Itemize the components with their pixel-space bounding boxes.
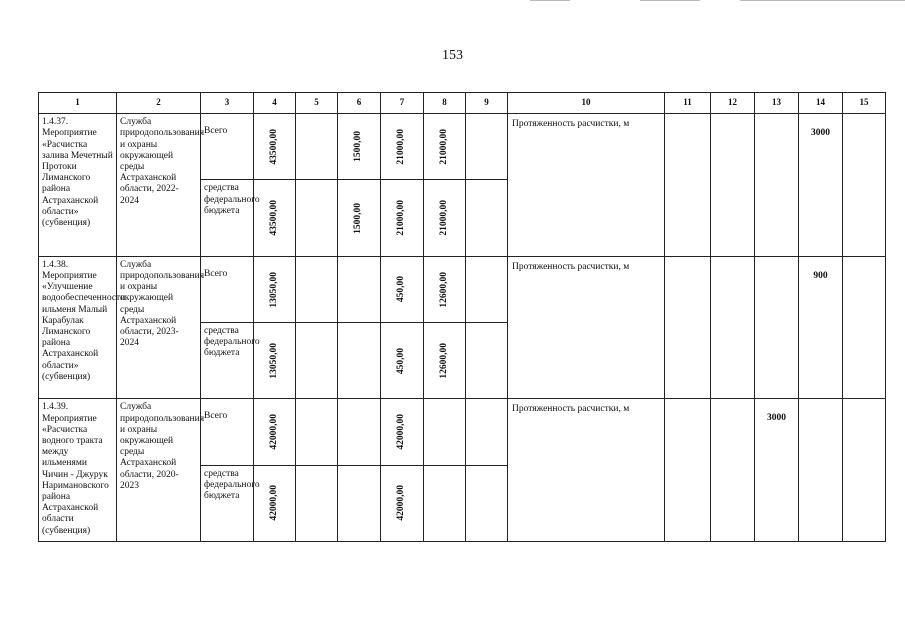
value-cell (665, 399, 711, 542)
amount-cell-value: 13050,00 (268, 342, 279, 379)
amount-cell (466, 322, 508, 398)
column-header: 14 (799, 93, 843, 114)
column-header: 15 (843, 93, 886, 114)
value-cell-text (665, 114, 710, 128)
amount-cell-value: 42000,00 (396, 485, 407, 522)
executor-cell-text: Служба природопользования и охраны окружающей среды Астраханской области, 2020-2023 (120, 402, 205, 491)
amount-cell-value: 12600,00 (438, 271, 449, 308)
value-cell (799, 114, 843, 257)
amount-cell-value: 21000,00 (396, 128, 407, 165)
amount-cell-value: 1500,00 (353, 131, 364, 163)
amount-cell (296, 465, 338, 541)
amount-cell-value: 13050,00 (268, 271, 279, 308)
indicator-cell-text: Протяженность расчистки, м (512, 404, 630, 415)
funding-source-cell (201, 180, 260, 256)
funding-source-cell-text: средства федерального бюджета (204, 325, 260, 359)
amount-cell (296, 180, 338, 256)
amount-cell (424, 322, 466, 398)
top-edge-mark (640, 0, 700, 1)
header-row (39, 93, 886, 114)
executor-cell-text: Служба природопользования и охраны окружающей среды Астраханской области, 2022-2024 (120, 117, 205, 206)
value-cell-text (711, 114, 754, 128)
amount-cell-value: 43500,00 (268, 128, 279, 165)
amount-cell-value: 42000,00 (396, 414, 407, 450)
column-header: 7 (381, 93, 424, 114)
value-cell-text: 900 (813, 270, 828, 281)
indicator-cell-text: Протяженность расчистки, м (512, 119, 630, 130)
value-cell (665, 256, 711, 399)
column-header: 3 (201, 93, 254, 114)
value-cell (755, 399, 799, 542)
value-cell-text (665, 257, 710, 271)
value-cell (711, 399, 755, 542)
value-cell-text: 3000 (811, 128, 830, 139)
amount-cell (424, 114, 466, 180)
amount-cell (338, 256, 381, 322)
indicator-cell (508, 399, 665, 542)
column-header: 8 (424, 93, 466, 114)
value-cell-text (755, 114, 798, 128)
amount-cell (381, 399, 424, 465)
table-row (39, 399, 886, 465)
top-edge-mark (740, 0, 905, 1)
amount-cell (424, 180, 466, 256)
amount-cell (296, 114, 338, 180)
amount-cell (254, 322, 296, 398)
amount-cell (254, 399, 296, 465)
funding-source-cell-text: средства федерального бюджета (204, 183, 260, 216)
amount-cell (338, 399, 381, 465)
amount-cell (466, 399, 508, 465)
amount-cell-value: 450,00 (396, 276, 407, 303)
amount-cell (466, 180, 508, 256)
value-cell (711, 114, 755, 257)
column-header: 13 (755, 93, 799, 114)
funding-source-cell-text: Всего (204, 411, 228, 422)
measure-cell-text: 1.4.37. Мероприятие «Расчистка залива Мечетный Протоки Лиманского района Астраханской области» (субвенция) (42, 117, 113, 228)
amount-cell (424, 256, 466, 322)
value-cell (711, 256, 755, 399)
funding-source-cell (201, 465, 260, 541)
measure-cell (39, 399, 117, 542)
amount-cell-value: 21000,00 (438, 128, 449, 165)
funding-source-cell-text: средства федерального бюджета (204, 468, 260, 501)
indicator-cell (508, 114, 665, 257)
funding-source-cell (201, 399, 254, 465)
executor-cell-text: Служба природопользования и охраны окружающей среды Астраханской области, 2023-2024 (120, 259, 205, 349)
column-header: 10 (508, 93, 665, 114)
column-header: 6 (338, 93, 381, 114)
indicator-cell-text: Протяженность расчистки, м (512, 261, 630, 272)
executor-cell (117, 399, 205, 542)
funding-source-cell (201, 322, 260, 398)
amount-cell-value: 43500,00 (268, 200, 279, 236)
funding-source-cell (201, 114, 254, 180)
amount-cell (466, 256, 508, 322)
value-cell-text (755, 257, 798, 271)
value-cell-text: 3000 (767, 413, 786, 424)
value-cell (665, 114, 711, 257)
amount-cell-value: 42000,00 (268, 414, 279, 450)
measure-cell (39, 256, 126, 399)
amount-cell (381, 180, 424, 256)
amount-cell (381, 322, 424, 398)
amount-cell (381, 256, 424, 322)
column-header: 5 (296, 93, 338, 114)
amount-cell (296, 322, 338, 398)
value-cell (843, 114, 886, 257)
value-cell (799, 256, 843, 399)
amount-cell-value: 450,00 (396, 347, 407, 374)
amount-cell (338, 180, 381, 256)
value-cell-text (711, 257, 754, 271)
table-row (39, 114, 886, 180)
amount-cell-value: 21000,00 (438, 200, 449, 236)
top-edge-mark (530, 0, 570, 1)
column-header: 1 (39, 93, 117, 114)
indicator-cell (508, 256, 665, 399)
amount-cell (254, 180, 296, 256)
amount-cell (381, 465, 424, 541)
value-cell (799, 399, 843, 542)
amount-cell (338, 114, 381, 180)
value-cell-text (843, 257, 885, 271)
value-cell (755, 114, 799, 257)
value-cell (843, 399, 886, 542)
column-header: 11 (665, 93, 711, 114)
table-row (39, 256, 886, 322)
measure-cell-text: 1.4.38. Мероприятие «Улучшение водообеспеченности ильменя Малый Карабулак Лиманского района Астраханской области» (субвенция) (42, 259, 126, 382)
column-header: 2 (117, 93, 201, 114)
amount-cell-value: 1500,00 (353, 202, 364, 234)
funding-source-cell-text: Всего (204, 126, 228, 137)
value-cell-text (843, 399, 885, 413)
amount-cell-value: 12600,00 (438, 342, 449, 379)
measure-cell (39, 114, 117, 257)
amount-cell (338, 322, 381, 398)
amount-cell (466, 114, 508, 180)
amount-cell (254, 114, 296, 180)
amount-cell (296, 399, 338, 465)
funding-source-cell (201, 256, 254, 322)
value-cell-text (799, 399, 842, 413)
executor-cell (117, 256, 205, 399)
program-table (38, 92, 886, 542)
amount-cell (338, 465, 381, 541)
value-cell (843, 256, 886, 399)
measure-cell-text: 1.4.39. Мероприятие «Расчистка водного тракта между ильменями Чичин - Джурук Наримановского района Астраханской области (субвенция) (42, 402, 109, 536)
amount-cell (296, 256, 338, 322)
amount-cell (466, 465, 508, 541)
amount-cell-value: 21000,00 (396, 200, 407, 236)
amount-cell (381, 114, 424, 180)
value-cell-text (665, 399, 710, 413)
column-header: 9 (466, 93, 508, 114)
amount-cell (424, 399, 466, 465)
page-number: 153 (442, 48, 463, 63)
value-cell (755, 256, 799, 399)
value-cell-text (711, 399, 754, 413)
amount-cell (254, 256, 296, 322)
column-header: 4 (254, 93, 296, 114)
value-cell-text (843, 114, 885, 128)
column-header: 12 (711, 93, 755, 114)
amount-cell (254, 465, 296, 541)
amount-cell-value: 42000,00 (268, 485, 279, 522)
amount-cell (424, 465, 466, 541)
funding-source-cell-text: Всего (204, 268, 228, 279)
executor-cell (117, 114, 205, 257)
